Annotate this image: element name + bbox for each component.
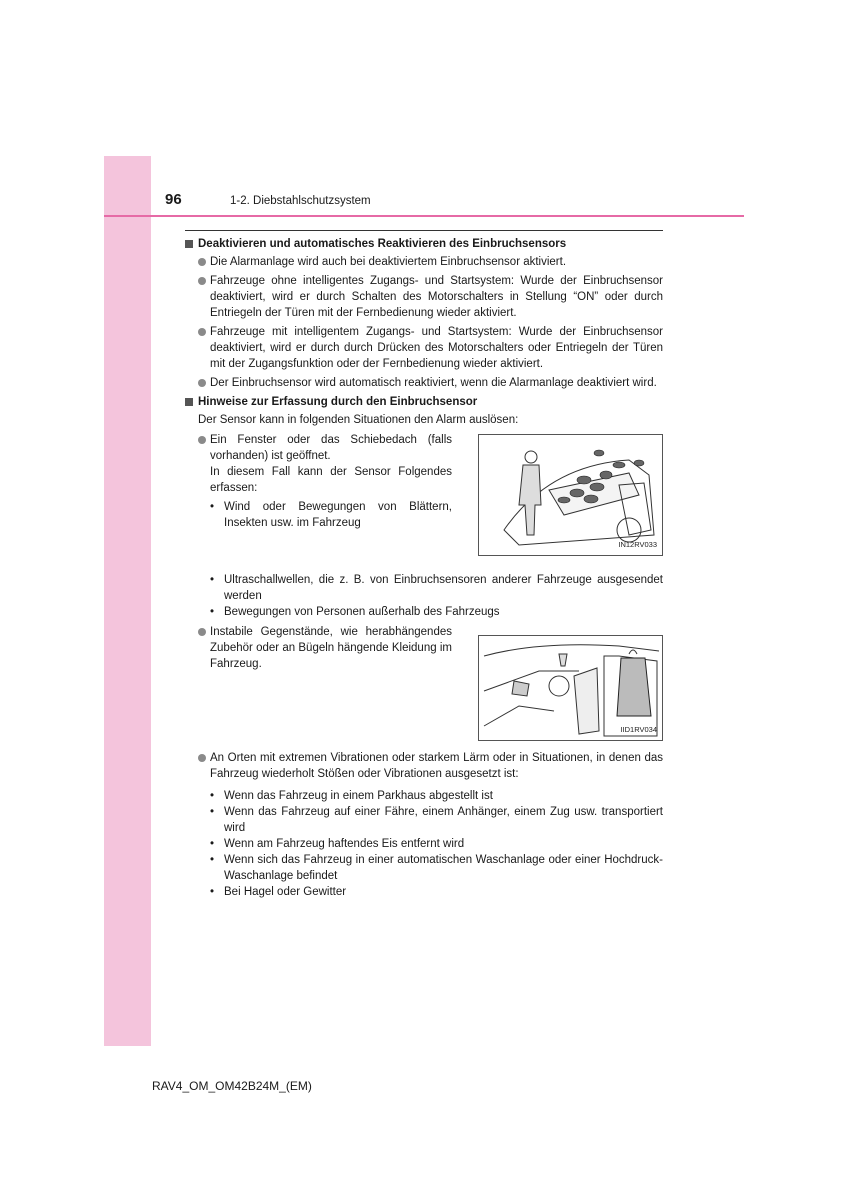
figure-row-1 xyxy=(185,432,663,556)
intro-text: Der Sensor kann in folgenden Situationen den Alarm auslösen: xyxy=(198,414,519,426)
list-item: Fahrzeuge mit intelligentem Zugangs- und Startsystem: Wurde der Einbruchsensor deaktiviert, wird er durch durch Drücken des Motorschalters oder Entriegeln der Türen mit der Zugangsfunktion oder der Fernbedienung wieder aktiviert. xyxy=(198,324,663,372)
list-item: Ein Fenster oder das Schiebedach (falls vorhanden) ist geöffnet. In diesem Fall kann der Sensor Folgendes erfassen: xyxy=(198,432,452,496)
heading-deactivate: Deaktivieren und automatisches Reaktivieren des Einbruchsensors xyxy=(185,236,663,252)
figure-code: IID1RV034 xyxy=(620,725,657,734)
sub-list-item: • Wind oder Bewegungen von Blättern, Insekten usw. im Fahrzeug xyxy=(210,501,452,529)
sub-list-item: • Bei Hagel oder Gewitter xyxy=(210,886,347,898)
list-item: Die Alarmanlage wird auch bei deaktiviertem Einbruchsensor aktiviert. xyxy=(198,254,663,270)
side-color-band xyxy=(104,156,151,1046)
sub-list-item: • Wenn sich das Fahrzeug in einer automatischen Waschanlage oder einer Hochdruck-Waschanlage befindet xyxy=(210,854,663,882)
header-rule xyxy=(104,215,744,217)
round-bullet-icon xyxy=(198,628,206,636)
round-bullet-icon xyxy=(198,379,206,387)
figure-sunroof-leaves xyxy=(478,434,663,556)
sub-list-item: • Bewegungen von Personen außerhalb des Fahrzeugs xyxy=(210,606,500,618)
list-item: Instabile Gegenstände, wie herabhängendes Zubehör oder an Bügeln hängende Kleidung im Fahrzeug. xyxy=(198,624,452,672)
sub-list-item: • Wenn das Fahrzeug in einem Parkhaus abgestellt ist xyxy=(210,790,493,802)
figure-code: IN12RV033 xyxy=(618,540,657,549)
round-bullet-icon xyxy=(198,436,206,444)
square-bullet-icon xyxy=(185,398,193,406)
footer-code: RAV4_OM_OM42B24M_(EM) xyxy=(152,1079,312,1093)
round-bullet-icon xyxy=(198,754,206,762)
round-bullet-icon xyxy=(198,277,206,285)
round-bullet-icon xyxy=(198,328,206,336)
content-top-rule xyxy=(185,230,663,231)
list-item: Fahrzeuge ohne intelligentes Zugangs- und Startsystem: Wurde der Einbruchsensor deaktiviert, wird er durch Schalten des Motorschalters in Stellung “ON” oder durch Entriegeln der Türen mit der Fernbedienung wieder aktiviert. xyxy=(198,273,663,321)
square-bullet-icon xyxy=(185,240,193,248)
list-item: An Orten mit extremen Vibrationen oder starkem Lärm oder in Situationen, in denen das Fahrzeug wiederholt Stößen oder Vibrationen ausgesetzt ist: xyxy=(198,750,663,782)
sub-list-item: • Wenn am Fahrzeug haftendes Eis entfernt wird xyxy=(210,838,465,850)
list-item: Der Einbruchsensor wird automatisch reaktiviert, wenn die Alarmanlage deaktiviert wird. xyxy=(198,375,663,391)
page-content xyxy=(185,236,663,900)
figure-row-2 xyxy=(185,624,663,741)
section-title: 1-2. Diebstahlschutzsystem xyxy=(230,195,371,207)
sub-list-item: • Wenn das Fahrzeug auf einer Fähre, einem Anhänger, einem Zug usw. transportiert wird xyxy=(210,806,663,834)
heading-detection-notes: Hinweise zur Erfassung durch den Einbruchsensor xyxy=(185,394,663,410)
page-number: 96 xyxy=(165,191,182,208)
figure-hanging-clothes xyxy=(478,635,663,741)
round-bullet-icon xyxy=(198,258,206,266)
sub-list-item: • Ultraschallwellen, die z. B. von Einbruchsensoren anderer Fahrzeuge ausgesendet werden xyxy=(210,574,663,602)
